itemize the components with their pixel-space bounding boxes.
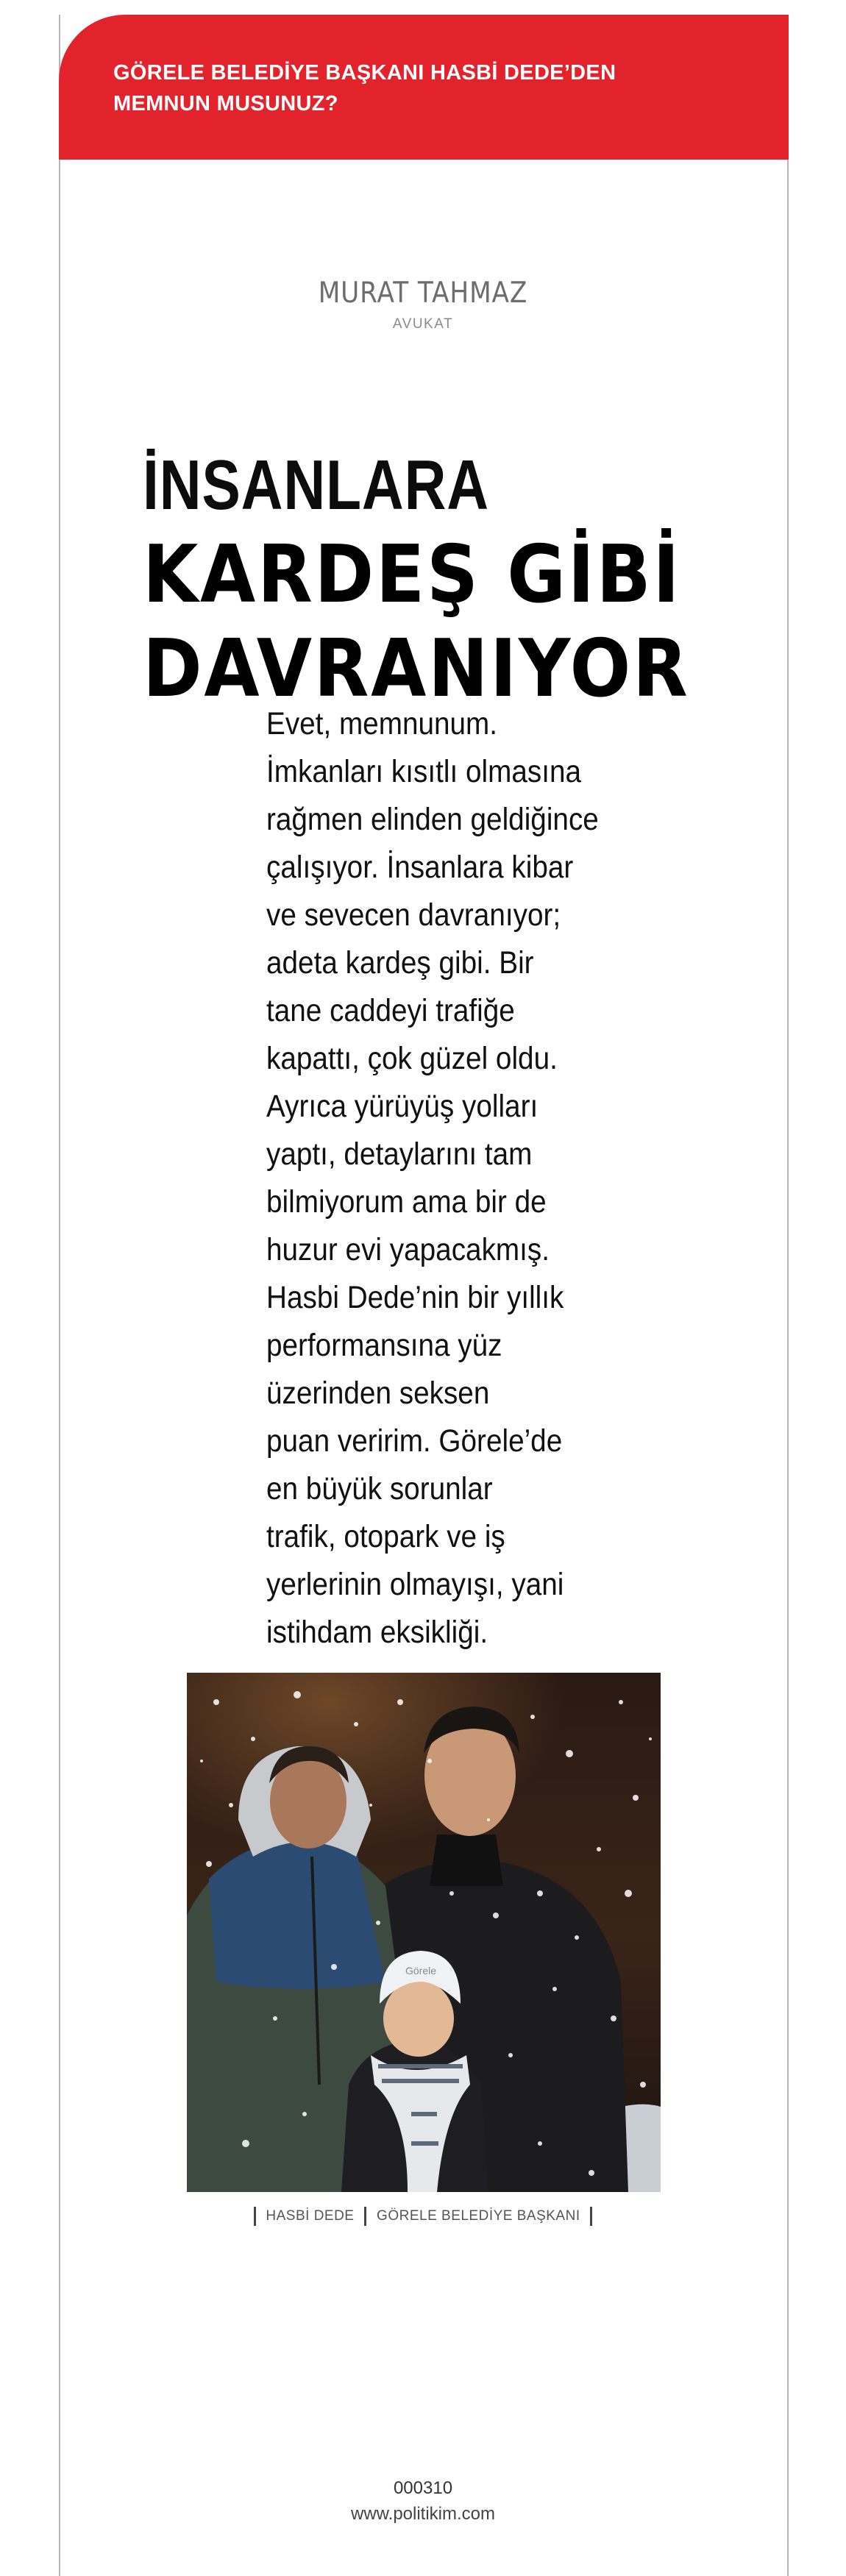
banner-title-line-2: MEMNUN MUSUNUZ?	[113, 92, 338, 115]
body-line: rağmen elinden geldiğince	[266, 802, 599, 837]
page-number: 000310	[393, 2478, 453, 2498]
body-line: istihdam eksikliği.	[266, 1615, 488, 1650]
body-line: ve sevecen davranıyor;	[266, 897, 561, 933]
body-line: Hasbi Dede’nin bir yıllık	[266, 1280, 564, 1315]
body-line: yaptı, detaylarını tam	[266, 1136, 533, 1172]
body-line: huzur evi yapacakmış.	[266, 1232, 550, 1267]
body-line: trafik, otopark ve iş	[266, 1519, 505, 1554]
author-role: AVUKAT	[392, 316, 454, 332]
website-link[interactable]: www.politikim.com	[350, 2504, 496, 2524]
body-line: puan veririm. Görele’de	[266, 1423, 563, 1459]
caption-separator	[254, 2207, 256, 2226]
caption-title: GÖRELE BELEDİYE BAŞKANI	[377, 2208, 580, 2224]
body-line: kapattı, çok güzel oldu.	[266, 1041, 558, 1076]
man-right-neck	[430, 1835, 503, 1886]
article-headline	[143, 446, 750, 716]
page-footer	[0, 2477, 846, 2526]
body-line: Ayrıca yürüyüş yolları	[266, 1089, 538, 1124]
child-face	[383, 1980, 454, 2057]
body-line: adeta kardeş gibi. Bir	[266, 945, 534, 981]
author-name: MURAT TAHMAZ	[318, 277, 528, 310]
article-body	[266, 700, 611, 1657]
author-block	[0, 275, 846, 334]
caption-separator	[590, 2207, 592, 2226]
body-line: en büyük sorunlar	[266, 1471, 493, 1506]
body-line: bilmiyorum ama bir de	[266, 1184, 547, 1220]
article-photo	[187, 1673, 661, 2192]
banner-title-line-1: GÖRELE BELEDİYE BAŞKANI HASBİ DEDE’DEN	[113, 61, 616, 85]
photo-illustration	[187, 1673, 661, 2192]
body-line: çalışıyor. İnsanlara kibar	[266, 850, 574, 885]
body-line: yerlerinin olmayışı, yani	[266, 1567, 564, 1602]
headline-line-1: İNSANLARA	[143, 446, 489, 524]
headline-line-3: DAVRANIYOR	[143, 623, 690, 715]
caption-name: HASBİ DEDE	[266, 2208, 355, 2224]
body-line: Evet, memnunum.	[266, 706, 498, 741]
header-banner	[59, 15, 789, 160]
caption-separator	[364, 2207, 366, 2226]
body-line: İmkanları kısıtlı olmasına	[266, 754, 581, 789]
body-line: performansına yüz	[266, 1328, 502, 1363]
child-hat-text: Görele	[405, 1965, 437, 1977]
photo-caption	[0, 2207, 846, 2226]
body-line: üzerinden seksen	[266, 1376, 490, 1411]
body-line: tane caddeyi trafiğe	[266, 993, 515, 1028]
headline-line-2: KARDEŞ GİBİ	[143, 529, 682, 621]
